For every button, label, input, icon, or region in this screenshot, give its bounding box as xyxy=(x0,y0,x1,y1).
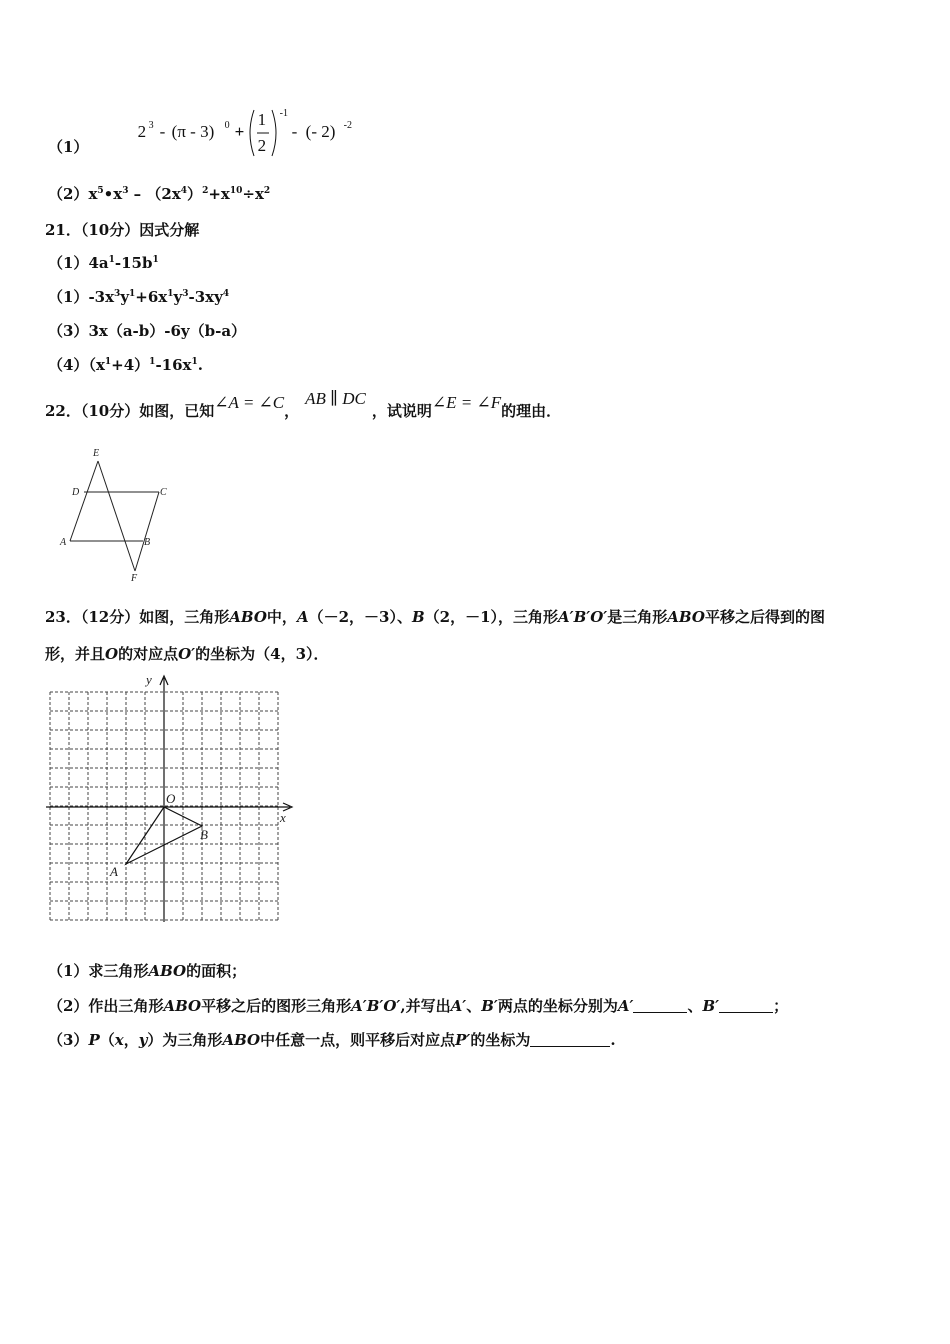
label-B: B xyxy=(144,537,151,548)
text: B xyxy=(411,608,425,626)
expr-exp: 1 xyxy=(129,289,136,299)
text: 的面积； xyxy=(186,962,247,980)
text: . xyxy=(610,1031,616,1049)
segment-EF xyxy=(98,461,135,571)
point-label-B: B xyxy=(200,827,208,842)
q22-prefix: 22．（10分）如图，已知 xyxy=(45,402,215,420)
expr-term: +x xyxy=(208,185,230,203)
expr-exp: 1 xyxy=(104,357,112,367)
expr-term: -3x xyxy=(88,288,115,306)
label-D: D xyxy=(72,487,80,498)
expr-exp2: 0 xyxy=(224,120,230,131)
expr-exp3: -1 xyxy=(279,108,289,119)
q21-part2 xyxy=(48,287,229,307)
expr-term: y xyxy=(120,288,130,306)
expr-term: – （2x xyxy=(128,185,181,203)
label-A: A xyxy=(60,537,67,548)
expr-term: ÷x xyxy=(242,185,264,203)
part-label: （1） xyxy=(48,254,89,272)
expr-term: ） xyxy=(187,185,203,203)
text: ABO xyxy=(222,1031,261,1049)
text: A′ xyxy=(450,997,467,1015)
expr-paren2: (- 2) xyxy=(305,122,336,141)
text: （2）作出三角形 xyxy=(48,997,164,1015)
label-C: C xyxy=(160,487,167,498)
expr-exp: 1 xyxy=(167,289,174,299)
q20-part2 xyxy=(48,184,270,204)
q22-figure xyxy=(55,445,180,585)
expr-term: +6x xyxy=(135,288,168,306)
q22-suffix: 的理由． xyxy=(501,402,562,420)
text: O′ xyxy=(178,645,196,663)
answer-blank-A-prime[interactable] xyxy=(633,998,687,1013)
text: ； xyxy=(773,997,789,1015)
text: 中， xyxy=(266,608,297,626)
expr-base: 2 xyxy=(137,122,147,141)
q23-sub1 xyxy=(48,961,246,981)
label-E: E xyxy=(93,448,100,459)
expr-exp: 3 xyxy=(122,186,129,196)
expr-op3: - xyxy=(291,122,298,141)
expr-frac-den: 2 xyxy=(257,136,267,155)
expr-exp: 4 xyxy=(222,289,230,299)
expr-exp: 10 xyxy=(229,186,243,196)
q23-coordinate-grid xyxy=(40,670,300,930)
text: 、 xyxy=(466,997,482,1015)
text: 的坐标为（4，3）． xyxy=(195,645,329,663)
text: 是三角形 xyxy=(607,608,668,626)
axis-label-x: x xyxy=(280,810,286,825)
text: A xyxy=(296,608,309,626)
q22-parallel: AB ∥ DC xyxy=(305,389,366,408)
expr-term: （x xyxy=(88,356,105,374)
text: A′B′O′ xyxy=(558,608,608,626)
q20-part1-expression xyxy=(94,108,353,164)
part-label: （1） xyxy=(48,288,89,306)
expr-term: x xyxy=(88,185,98,203)
point-label-A: A xyxy=(110,864,118,879)
expr-term: 4a xyxy=(88,254,109,272)
expr-exp: 4 xyxy=(180,186,188,196)
text: （ xyxy=(99,1031,115,1049)
q21-title: 21．（10分）因式分解 xyxy=(45,221,200,239)
answer-blank-P-prime[interactable] xyxy=(530,1032,610,1047)
q21-part1 xyxy=(48,253,159,273)
segment-CF xyxy=(135,492,159,571)
expr-op1: - xyxy=(159,122,166,141)
expr-term: -3xy xyxy=(188,288,223,306)
text: O xyxy=(105,645,119,663)
q20-part2-label: （2） xyxy=(48,185,89,203)
text: ）为三角形 xyxy=(147,1031,223,1049)
text: ABO xyxy=(229,608,267,626)
text: （3） xyxy=(48,1031,89,1049)
part-label: （4） xyxy=(48,356,89,374)
point-label-O: O xyxy=(166,791,176,806)
q23-sub3 xyxy=(48,1030,616,1050)
expr-term: -15b xyxy=(114,254,153,272)
expr-exp: 3 xyxy=(114,289,121,299)
text: 平移之后得到的图 xyxy=(704,608,825,626)
expr-term: •x xyxy=(103,185,123,203)
text: 的对应点 xyxy=(118,645,179,663)
text: P xyxy=(88,1031,100,1049)
q23-statement-line1 xyxy=(45,607,825,627)
q22-comma: ， xyxy=(284,402,300,420)
expr-frac-num: 1 xyxy=(257,110,267,129)
text: ABO xyxy=(148,962,187,980)
text: A′ xyxy=(617,997,634,1015)
text: P′ xyxy=(455,1031,471,1049)
expr-exp4: -2 xyxy=(343,120,353,131)
q22-mid: ，试说明 xyxy=(371,402,432,420)
expr-exp: 3 xyxy=(182,289,189,299)
text: 形，并且 xyxy=(45,645,106,663)
text: （1）求三角形 xyxy=(48,962,149,980)
text: 、 xyxy=(687,997,703,1015)
text: B′ xyxy=(702,997,720,1015)
answer-blank-B-prime[interactable] xyxy=(719,998,773,1013)
expr-exp: 1 xyxy=(108,255,115,265)
text: 两点的坐标分别为 xyxy=(497,997,618,1015)
expr-exp: 2 xyxy=(263,186,271,196)
text: x xyxy=(114,1031,124,1049)
expr-term: 3x（a-b）-6y（b-a） xyxy=(88,322,247,340)
expr-exp: 1 xyxy=(149,357,156,367)
q21-part3 xyxy=(48,321,246,341)
expr-op2: + xyxy=(234,122,245,141)
text: y xyxy=(138,1031,148,1049)
text: ,并写出 xyxy=(400,997,451,1015)
q22-angle-equality-1: ∠A = ∠C xyxy=(214,393,285,412)
text: （－2，－3）、 xyxy=(308,608,412,626)
text: A′B′O′ xyxy=(351,997,401,1015)
part-label: （3） xyxy=(48,322,89,340)
expr-term: -16x xyxy=(155,356,192,374)
text: 平移之后的图形三角形 xyxy=(201,997,352,1015)
q22-statement xyxy=(45,389,562,421)
expr-exp: 2 xyxy=(202,186,209,196)
text: 23．（12分）如图，三角形 xyxy=(45,608,230,626)
text: ， xyxy=(123,1031,139,1049)
text: 的坐标为 xyxy=(470,1031,531,1049)
expr-exp: 1 xyxy=(152,255,159,265)
expr-exp1: 3 xyxy=(148,120,154,131)
q22-angle-equality-2: ∠E = ∠F xyxy=(431,393,502,412)
q20-part1 xyxy=(48,108,353,164)
segment-EA xyxy=(70,461,98,541)
text: （2，－1），三角形 xyxy=(424,608,559,626)
axis-label-y: y xyxy=(146,672,152,687)
q21-part4 xyxy=(48,355,203,375)
q23-sub2 xyxy=(48,996,788,1016)
text: 中任意一点，则平移后对应点 xyxy=(260,1031,456,1049)
expr-term: +4） xyxy=(111,356,150,374)
label-F: F xyxy=(131,573,138,584)
text: ABO xyxy=(667,608,705,626)
expr-term: y xyxy=(173,288,183,306)
text: B′ xyxy=(481,997,498,1015)
expr-exp: 5 xyxy=(97,186,104,196)
q23-statement-line2 xyxy=(45,644,329,664)
expr-exp: 1 xyxy=(191,357,198,367)
text: ABO xyxy=(163,997,202,1015)
q20-part1-label: （1） xyxy=(48,138,89,156)
expr-term: . xyxy=(197,356,203,374)
expr-paren1: (π - 3) xyxy=(171,122,215,141)
